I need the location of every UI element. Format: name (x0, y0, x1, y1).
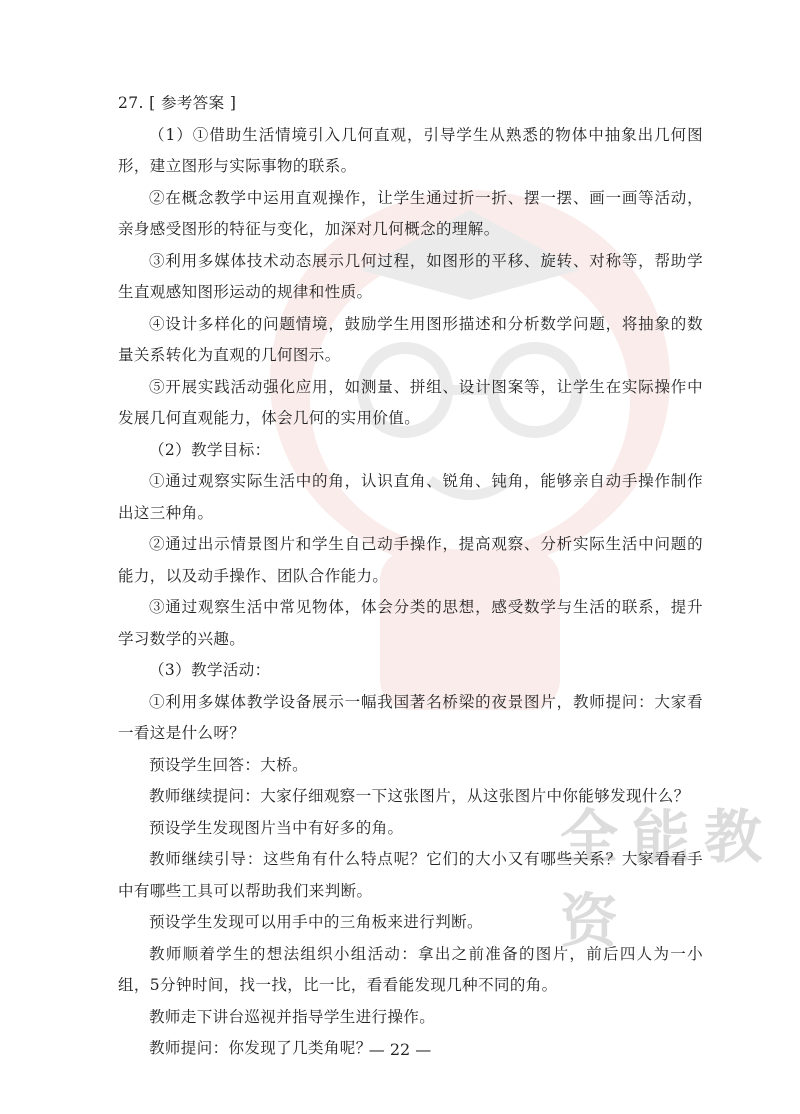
answer-paragraph: 教师走下讲台巡视并指导学生进行操作。 (149, 1007, 436, 1026)
question-title: 27. [ 参考答案 ] (118, 94, 237, 112)
document-body (118, 88, 703, 1065)
section-heading: （3）教学活动： (149, 661, 271, 679)
answer-paragraph: ③利用多媒体技术动态展示几何过程，如图形的平移、旋转、对称等，帮助学生直观感知图形运动的规律和性质。 (118, 251, 703, 301)
watermark-text: 全能教资 (560, 803, 777, 955)
answer-paragraph: ②通过出示情景图片和学生自己动手操作，提高观察、分析实际生活中问题的能力，以及动手操作、团队合作能力。 (118, 535, 703, 585)
answer-paragraph: 教师提问：你发现了几类角呢？ (149, 1039, 372, 1057)
answer-paragraph: 预设学生发现可以用手中的三角板来进行判断。 (149, 913, 483, 931)
answer-paragraph: 教师继续提问：大家仔细观察一下这张图片，从这张图片中你能够发现什么？ (149, 787, 690, 805)
answer-paragraph: ③通过观察生活中常见物体，体会分类的思想，感受数学与生活的联系，提升学习数学的兴趣。 (118, 598, 703, 648)
answer-paragraph: ②在概念教学中运用直观操作，让学生通过折一折、摆一摆、画一画等活动，亲身感受图形的特征与变化，加深对几何概念的理解。 (118, 188, 703, 238)
page-number: — 22 — (368, 1040, 432, 1059)
answer-paragraph: （1）①借助生活情境引入几何直观，引导学生从熟悉的物体中抽象出几何图形，建立图形与实际事物的联系。 (118, 125, 703, 175)
answer-paragraph: 教师继续引导：这些角有什么特点呢？它们的大小又有哪些关系？大家看看手中有哪些工具可以帮助我们来判断。 (118, 850, 703, 900)
section-heading: （2）教学目标： (149, 440, 271, 459)
answer-paragraph: 预设学生回答：大桥。 (149, 755, 309, 774)
answer-paragraph: ④设计多样化的问题情境，鼓励学生用图形描述和分析数学问题，将抽象的数量关系转化为直观的几何图示。 (118, 314, 703, 364)
answer-paragraph: ①利用多媒体教学设备展示一幅我国著名桥梁的夜景图片，教师提问：大家看一看这是什么呀？ (118, 692, 703, 742)
answer-paragraph: ①通过观察实际生活中的角，认识直角、锐角、钝角，能够亲自动手操作制作出这三种角。 (118, 472, 703, 522)
answer-paragraph: 预设学生发现图片当中有好多的角。 (149, 818, 404, 837)
answer-paragraph: ⑤开展实践活动强化应用，如测量、拼组、设计图案等，让学生在实际操作中发展几何直观能力，体会几何的实用价值。 (118, 377, 703, 427)
answer-paragraph: 教师顺着学生的想法组织小组活动：拿出之前准备的图片，前后四人为一小组，5分钟时间，找一找，比一比，看看能发现几种不同的角。 (118, 944, 703, 994)
